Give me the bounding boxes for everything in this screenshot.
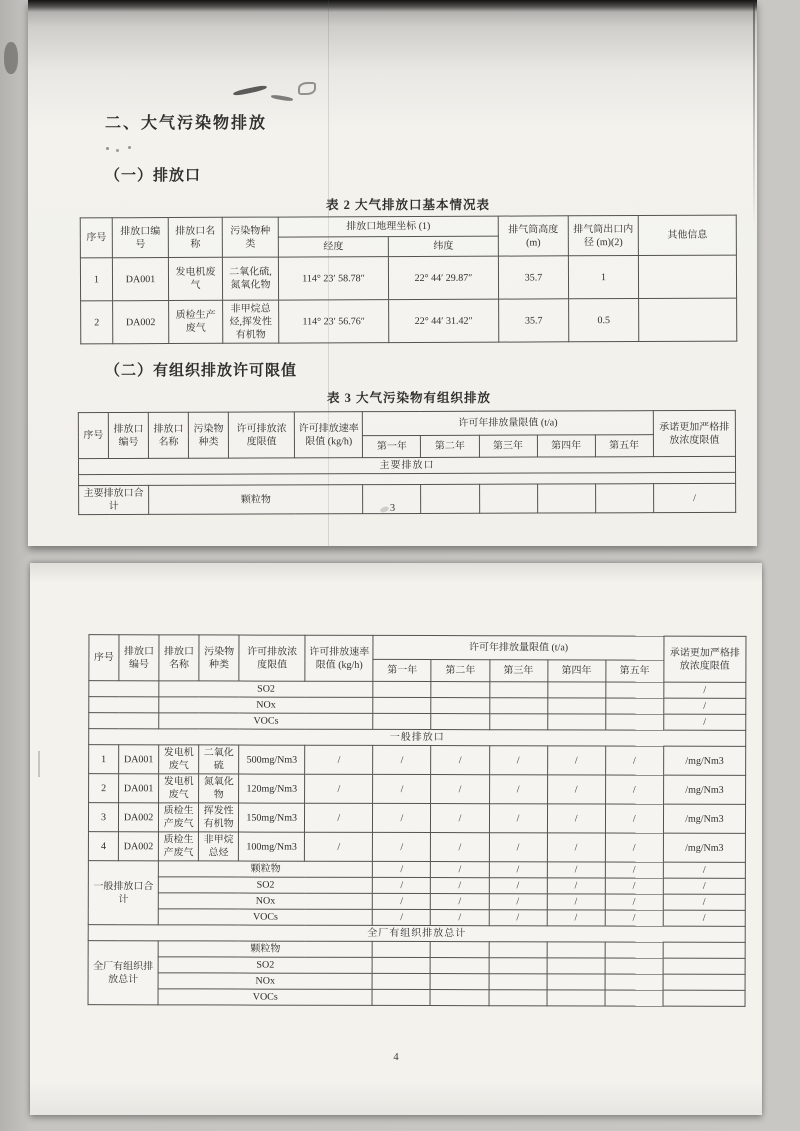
table-cell: 第二年 <box>421 435 479 457</box>
table-cell: 排放口名称 <box>159 635 199 681</box>
table-cell: / <box>489 878 547 894</box>
table-cell: VOCs <box>158 989 372 1006</box>
table-cell: / <box>664 714 746 730</box>
table-cell <box>605 974 663 990</box>
table-cell: / <box>664 698 746 714</box>
table-cell <box>547 958 605 974</box>
table-cell: 100mg/Nm3 <box>239 832 305 861</box>
table-cell: 许可排放浓度限值 <box>228 412 294 458</box>
scan-artifact <box>233 85 267 97</box>
table-cell: / <box>489 862 547 878</box>
table-cell: 许可年排放量限值 (t/a) <box>373 635 664 660</box>
table-cell: / <box>489 833 547 862</box>
table-cell: / <box>431 910 489 926</box>
table-cell: DA002 <box>113 301 169 344</box>
table-cell <box>547 682 605 698</box>
table-cell: / <box>489 804 547 833</box>
table-cell: / <box>431 894 489 910</box>
table-cell: / <box>547 894 605 910</box>
table-cell: 1 <box>568 255 638 298</box>
scan-page-edge <box>753 0 755 230</box>
table-cell: / <box>489 910 547 926</box>
table-cell: / <box>547 862 605 878</box>
table-cell <box>547 698 605 714</box>
table-cell: / <box>373 803 431 832</box>
table-cell <box>547 942 605 958</box>
table-cell: VOCs <box>158 909 372 926</box>
table-cell: 发电机废气 <box>168 257 222 300</box>
table-cell: / <box>373 893 431 909</box>
table-cell: 质检生产废气 <box>159 803 199 832</box>
table-cell: 22° 44′ 29.87″ <box>388 256 498 299</box>
table-cell: / <box>605 746 663 775</box>
page-number-3: 3 <box>389 503 396 514</box>
table-organized-emissions-part2 <box>88 634 747 1007</box>
table-cell <box>431 958 489 974</box>
table-cell: SO2 <box>159 681 373 698</box>
table-cell: 排放口编号 <box>108 412 148 458</box>
table-cell: 第三年 <box>489 660 547 682</box>
table-cell: 500mg/Nm3 <box>239 745 305 774</box>
table-cell: 主要排放口合计 <box>79 485 149 514</box>
table-cell <box>489 698 547 714</box>
table-cell: / <box>305 745 373 774</box>
table-cell: NOx <box>158 973 372 990</box>
table-cell <box>489 974 547 990</box>
table-cell: 挥发性有机物 <box>199 803 239 832</box>
table-cell <box>663 974 745 990</box>
table-cell <box>663 942 745 958</box>
table-cell: 0.5 <box>569 298 639 341</box>
table-cell: / <box>489 894 547 910</box>
table-cell: 纬度 <box>388 236 498 256</box>
table-cell: 序号 <box>78 413 108 459</box>
table-cell: / <box>305 832 373 861</box>
page-number-4: 4 <box>393 1052 399 1063</box>
table-cell: 排气筒高度 (m) <box>498 216 568 256</box>
table-cell: 4 <box>88 832 118 861</box>
table-cell: 2 <box>81 301 113 344</box>
table-cell: 全厂有组织排放总计 <box>88 925 745 943</box>
table-cell: / <box>373 909 431 925</box>
table-cell: / <box>605 804 663 833</box>
table-cell <box>372 989 430 1005</box>
table-cell: / <box>547 804 605 833</box>
table-cell: / <box>373 774 431 803</box>
table-cell: /mg/Nm3 <box>663 775 745 804</box>
table-cell: / <box>547 746 605 775</box>
table-cell: 主要排放口 <box>78 456 735 474</box>
table-cell: 质检生产废气 <box>169 300 223 343</box>
table-cell <box>373 941 431 957</box>
table-cell <box>489 682 547 698</box>
table-cell <box>605 682 663 698</box>
table-cell: NOx <box>158 893 372 910</box>
table-cell: 非甲烷总烃,挥发性有机物 <box>223 300 279 343</box>
table-cell: NOx <box>159 697 373 714</box>
table-cell: / <box>489 746 547 775</box>
table-cell <box>605 714 663 730</box>
table-cell: 3 <box>88 803 118 832</box>
table-cell: / <box>605 775 663 804</box>
table-cell: 排放口名称 <box>168 217 222 257</box>
table-cell <box>430 974 488 990</box>
table-cell: 许可排放速率限值 (kg/h) <box>295 412 363 458</box>
table-cell <box>372 973 430 989</box>
table-cell: 质检生产废气 <box>158 832 198 861</box>
table-cell: 35.7 <box>499 299 569 342</box>
table3-caption: 表 3 大气污染物有组织排放 <box>326 391 491 405</box>
table-cell: 第二年 <box>431 660 489 682</box>
table-cell: / <box>373 861 431 877</box>
table-cell: DA001 <box>112 258 168 301</box>
table-cell: 114° 23′ 56.76″ <box>279 300 389 343</box>
table-cell: / <box>305 803 373 832</box>
table-cell <box>373 713 431 729</box>
table-cell: 1 <box>80 258 112 301</box>
table-cell: DA002 <box>118 832 158 861</box>
table-cell: / <box>547 910 605 926</box>
table-cell: 颗粒物 <box>158 861 372 878</box>
table-cell <box>89 681 159 697</box>
table-cell: / <box>305 774 373 803</box>
table-cell <box>547 714 605 730</box>
table-cell: 其他信息 <box>638 215 736 255</box>
table-cell: / <box>653 483 735 512</box>
table-cell: / <box>547 775 605 804</box>
table-cell: 第一年 <box>373 659 431 681</box>
table-cell: 二氧化硫,氮氧化物 <box>222 257 278 300</box>
table-cell <box>489 990 547 1006</box>
table-cell: / <box>431 862 489 878</box>
table-cell: VOCs <box>159 713 373 730</box>
table-cell <box>605 698 663 714</box>
table-cell <box>431 682 489 698</box>
table-cell: / <box>547 878 605 894</box>
table-cell: / <box>431 878 489 894</box>
table-cell: 发电机废气 <box>159 774 199 803</box>
table-cell <box>431 942 489 958</box>
scan-artifact <box>106 147 109 150</box>
section-heading-air-pollutant-emissions: 二、大气污染物排放 <box>105 115 268 132</box>
table-cell: 第五年 <box>595 435 653 457</box>
table-cell: 35.7 <box>498 256 568 299</box>
table-cell <box>431 698 489 714</box>
table-cell <box>605 990 663 1006</box>
table-cell: 发电机废气 <box>159 745 199 774</box>
table-cell: / <box>605 862 663 878</box>
table-cell: / <box>663 878 745 894</box>
subsection-heading-organized-emission-limits: （二）有组织排放许可限值 <box>105 363 298 379</box>
table-cell: 2 <box>89 774 119 803</box>
table-cell <box>373 681 431 697</box>
table-cell: 150mg/Nm3 <box>239 803 305 832</box>
table-cell: 排气筒出口内径 (m)(2) <box>568 215 638 255</box>
table-cell: 第三年 <box>479 435 537 457</box>
table-cell: DA001 <box>119 774 159 803</box>
table-cell: 承诺更加严格排放浓度限值 <box>664 636 746 682</box>
table-cell: / <box>663 894 745 910</box>
table-cell: 排放口地理坐标 (1) <box>278 216 498 237</box>
table-cell: 22° 44′ 31.42″ <box>389 299 499 342</box>
table-cell <box>89 697 159 713</box>
table-cell: / <box>431 833 489 862</box>
table-cell <box>372 957 430 973</box>
table-cell: / <box>431 804 489 833</box>
table-cell <box>638 255 736 298</box>
table-cell <box>431 714 489 730</box>
table-cell: 经度 <box>278 237 388 257</box>
table-air-outlet-basic-info <box>80 215 738 345</box>
table-cell <box>89 713 159 729</box>
table-cell <box>663 958 745 974</box>
table-cell: 排放口编号 <box>112 218 168 258</box>
table-cell: 排放口名称 <box>148 412 188 458</box>
table-cell <box>663 990 745 1006</box>
table-cell: 第一年 <box>363 435 421 457</box>
table-cell: 排放口编号 <box>119 635 159 681</box>
table-cell: 非甲烷总烃 <box>199 832 239 861</box>
table-cell: / <box>605 910 663 926</box>
scan-artifact <box>38 751 40 777</box>
table-cell: / <box>431 746 489 775</box>
table-cell: / <box>373 745 431 774</box>
table-cell: 二氧化硫 <box>199 745 239 774</box>
table-cell <box>547 974 605 990</box>
table-cell: / <box>664 682 746 698</box>
table-cell: / <box>663 862 745 878</box>
table-cell: /mg/Nm3 <box>663 746 745 775</box>
table-cell: 污染物种类 <box>222 217 278 257</box>
table-cell: 序号 <box>89 635 119 681</box>
table-cell: / <box>605 894 663 910</box>
table-cell: 第四年 <box>537 435 595 457</box>
table-cell: 一般排放口合计 <box>88 861 158 925</box>
table-cell: 许可排放速率限值 (kg/h) <box>305 635 373 681</box>
table-cell <box>430 990 488 1006</box>
table-cell: DA002 <box>119 803 159 832</box>
table-cell: / <box>547 833 605 862</box>
table-organized-emissions-part1 <box>78 410 736 515</box>
scan-artifact <box>298 82 316 95</box>
table-cell <box>489 714 547 730</box>
table2-caption: 表 2 大气排放口基本情况表 <box>325 198 490 212</box>
table-cell: / <box>605 833 663 862</box>
table-cell <box>605 958 663 974</box>
table-cell <box>547 990 605 1006</box>
table-cell: 颗粒物 <box>158 941 372 958</box>
table-cell: 许可排放浓度限值 <box>239 635 305 681</box>
table-cell: 第四年 <box>547 660 605 682</box>
table-cell <box>489 958 547 974</box>
table-cell: SO2 <box>158 957 372 974</box>
table-cell: DA001 <box>119 745 159 774</box>
table-cell <box>605 942 663 958</box>
table-cell: / <box>373 877 431 893</box>
table-cell: 许可年排放量限值 (t/a) <box>363 411 654 436</box>
table-cell: SO2 <box>158 877 372 894</box>
table-cell: /mg/Nm3 <box>663 804 745 833</box>
table-cell: / <box>373 832 431 861</box>
subsection-heading-outlets: （一）排放口 <box>105 168 202 184</box>
table-cell: 120mg/Nm3 <box>239 774 305 803</box>
table-cell: / <box>663 910 745 926</box>
page-4 <box>30 563 762 1115</box>
table-cell <box>373 697 431 713</box>
table-cell: 承诺更加严格排放浓度限值 <box>653 410 735 456</box>
table-cell: / <box>431 775 489 804</box>
table-cell: 1 <box>89 745 119 774</box>
table-cell: 颗粒物 <box>149 485 363 515</box>
scan-artifact <box>271 94 293 101</box>
table-cell: 氮氧化物 <box>199 774 239 803</box>
scan-artifact <box>4 42 18 74</box>
table-cell: 114° 23′ 58.78″ <box>278 257 388 300</box>
table-cell: / <box>489 775 547 804</box>
table-cell <box>489 942 547 958</box>
table-cell: / <box>605 878 663 894</box>
table-cell: 一般排放口 <box>89 729 746 747</box>
table-cell: /mg/Nm3 <box>663 833 745 862</box>
page-3 <box>28 0 757 546</box>
table-cell: 污染物种类 <box>188 412 228 458</box>
table-cell: 第五年 <box>606 660 664 682</box>
table-cell: 全厂有组织排放总计 <box>88 941 158 1005</box>
table-cell <box>639 298 737 341</box>
table-cell: 序号 <box>80 218 112 258</box>
table-cell: 污染物种类 <box>199 635 239 681</box>
